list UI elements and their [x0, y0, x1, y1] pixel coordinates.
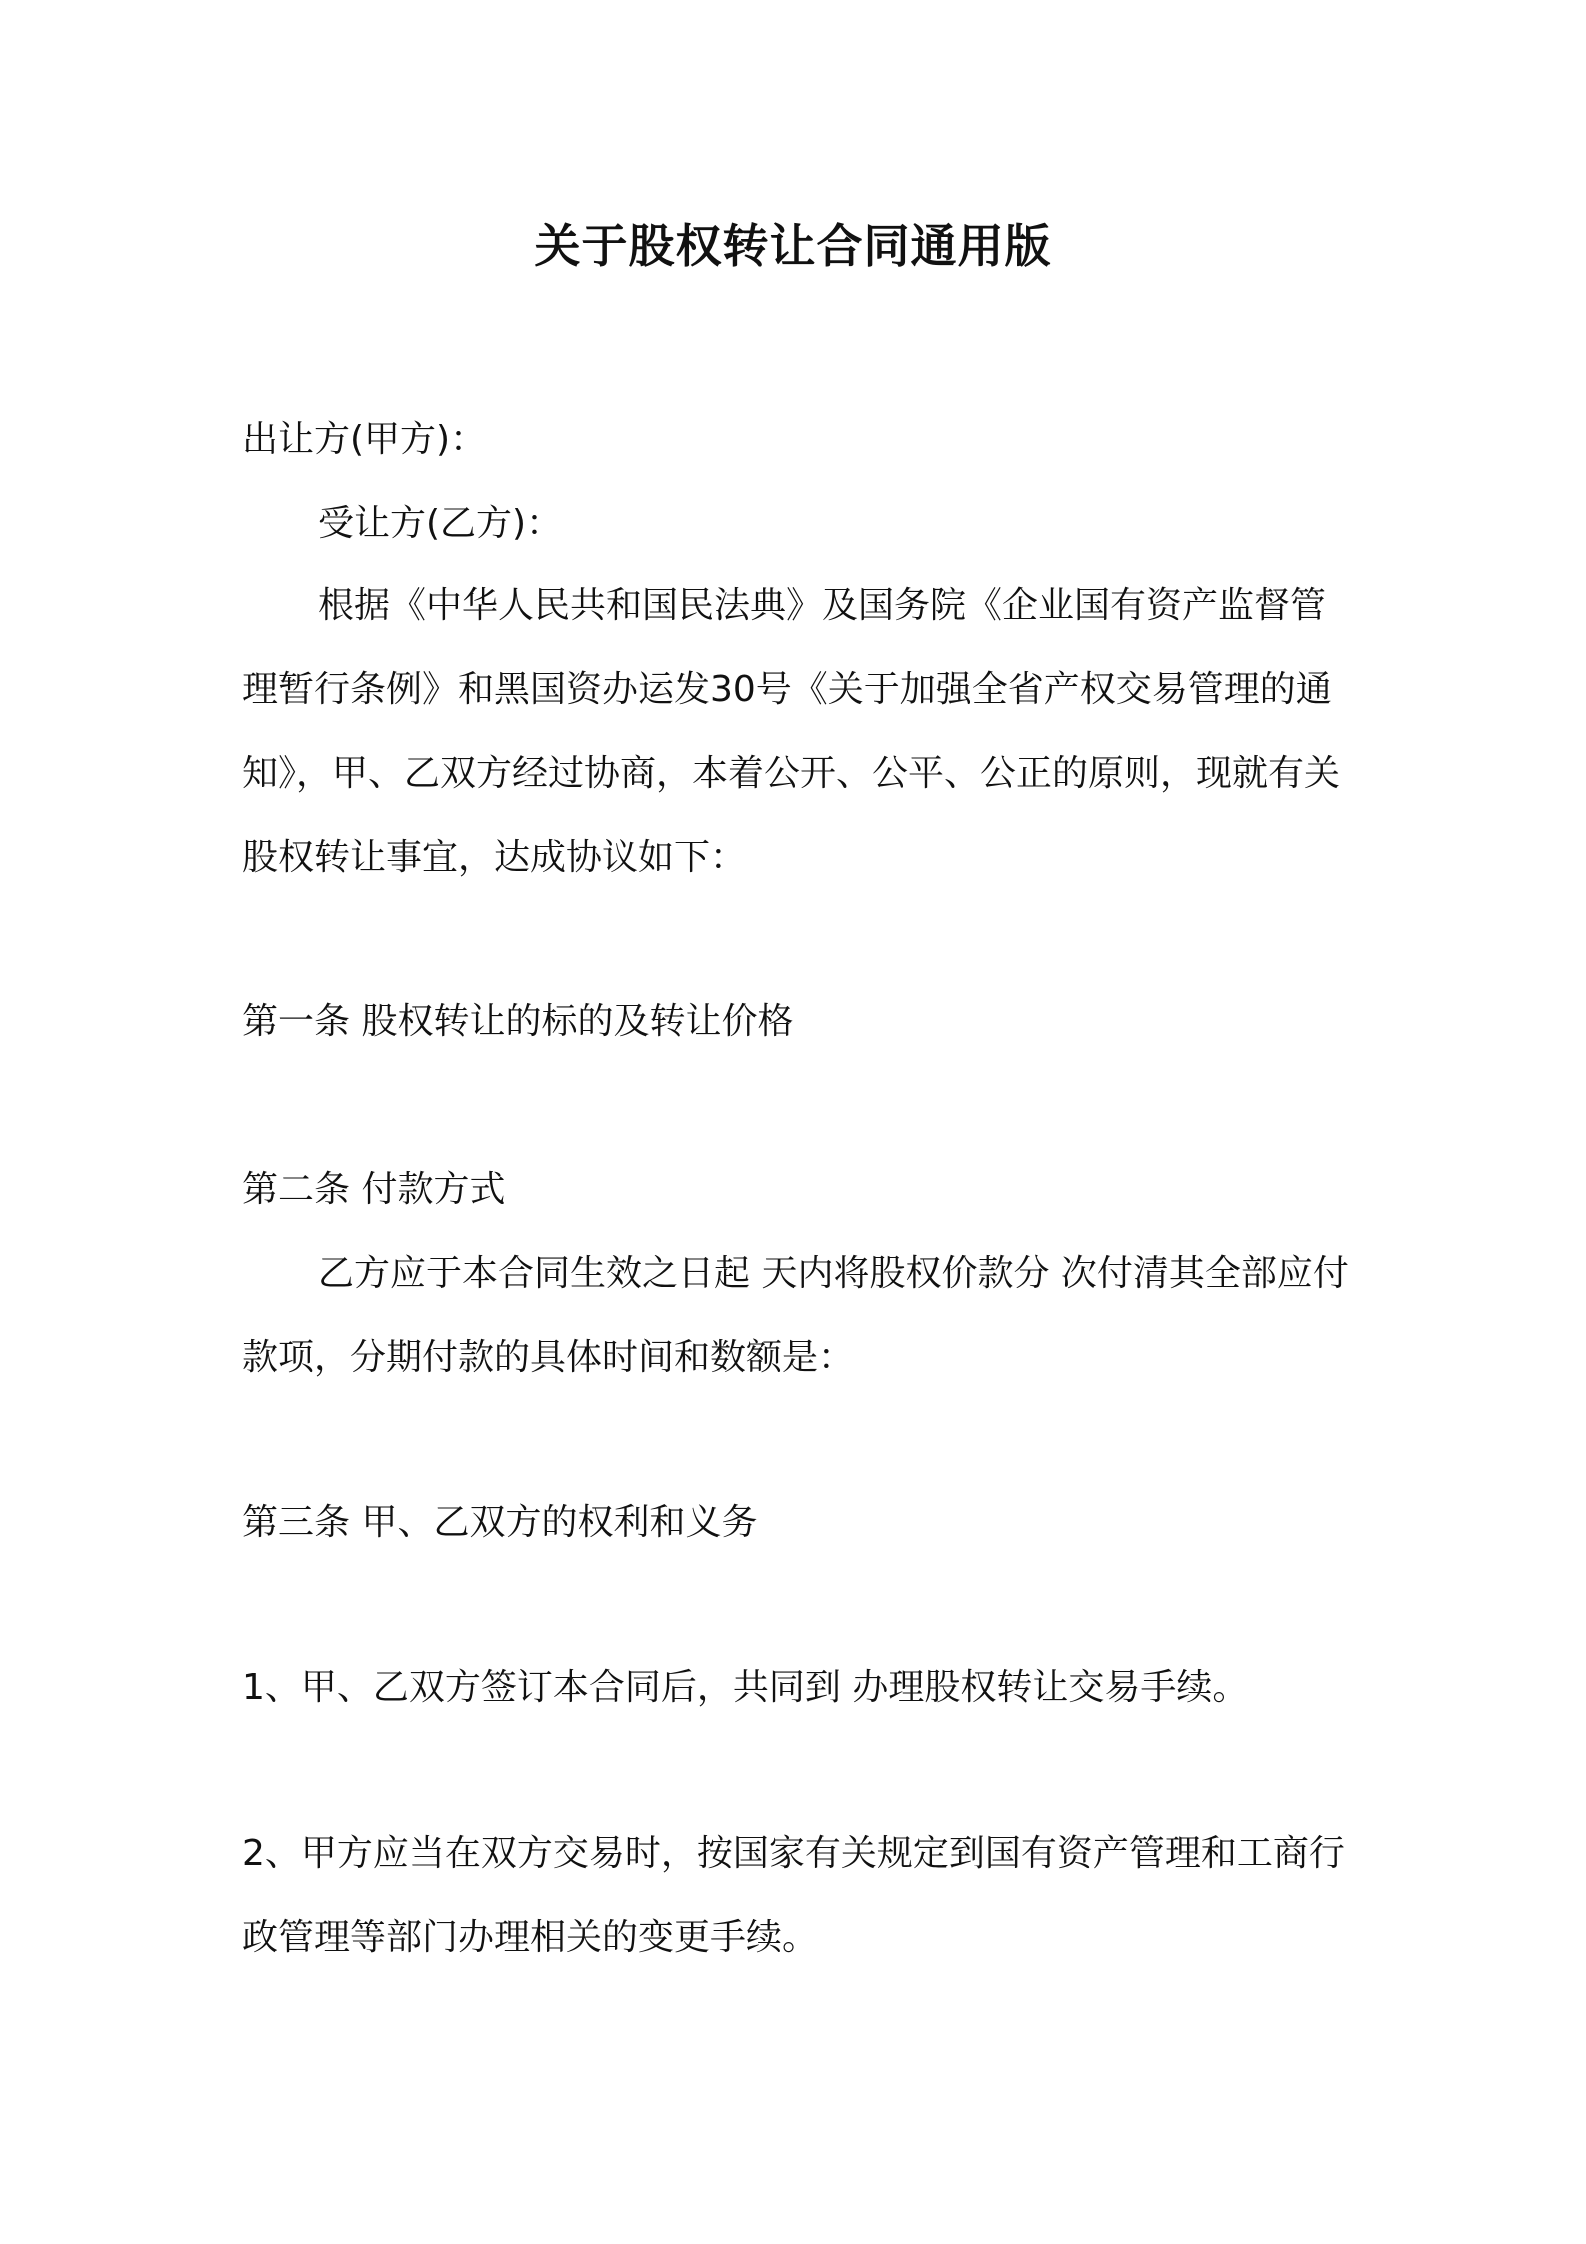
- party-a-line: 出让方(甲方)：: [242, 419, 487, 460]
- document-title: 关于股权转让合同通用版: [534, 219, 1052, 273]
- clause-1: 1、甲、乙双方签订本合同后，共同到 办理股权转让交易手续。: [242, 1667, 1249, 1708]
- article-2-text: 乙方应于本合同生效之日起 天内将股权价款分 次付清其全部应付款项，分期付款的具体时间和数额是：: [242, 1253, 1349, 1378]
- article-3-heading: 第三条 甲、乙双方的权利和义务: [242, 1502, 758, 1543]
- clause-2: 2、甲方应当在双方交易时，按国家有关规定到国有资产管理和工商行政管理等部门办理相关的变更手续。: [242, 1833, 1345, 1958]
- article-1-heading: 第一条 股权转让的标的及转让价格: [242, 1001, 794, 1042]
- article-2-heading: 第二条 付款方式: [242, 1169, 506, 1210]
- party-b-line: 受让方(乙方)：: [318, 503, 563, 544]
- preamble-paragraph: 根据《中华人民共和国民法典》及国务院《企业国有资产监督管理暂行条例》和黑国资办运发30号《关于加强全省产权交易管理的通知》，甲、乙双方经过协商，本着公开、公平、公正的原则，现就有关股权转让事宜，达成协议如下：: [242, 585, 1341, 878]
